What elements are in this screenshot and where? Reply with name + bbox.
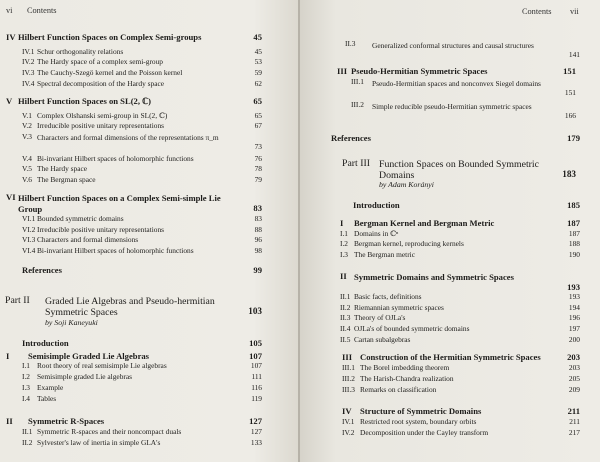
page-number: 141	[568, 50, 580, 59]
page-number: 187	[567, 218, 580, 228]
section-number: IV.2	[22, 57, 35, 66]
section-title: Theory of OJLa's	[354, 313, 406, 322]
section-title: Generalized conformal structures and causal structures	[372, 41, 534, 50]
section-number: II.2	[22, 438, 33, 447]
section-number: II.5	[340, 335, 351, 344]
page-number: 116	[251, 383, 262, 392]
page-number: 183	[562, 169, 576, 179]
part-number: Part II	[5, 295, 30, 306]
chapter-title: Construction of the Hermitian Symmetric Spaces	[360, 352, 541, 362]
section-number: III.2	[342, 374, 355, 383]
introduction-title: Introduction	[22, 338, 69, 348]
chapter-number: III	[337, 66, 348, 76]
page-number: 53	[254, 57, 262, 66]
section-number: IV.2	[342, 428, 355, 437]
section-title: The Borel imbedding theorem	[360, 363, 450, 372]
chapter-title: Hilbert Function Spaces on SL(2, ℂ)	[18, 96, 152, 106]
section-title: Remarks on classification	[360, 385, 437, 394]
section-title: Spectral decomposition of the Hardy space	[37, 79, 165, 88]
page-number: 209	[568, 385, 580, 394]
page-number: 62	[254, 79, 262, 88]
section-title: Characters and formal dimensions	[37, 235, 139, 244]
section-number: II.3	[340, 313, 351, 322]
page-number: 127	[250, 427, 262, 436]
references-title: References	[22, 265, 62, 275]
section-title: Restricted root system, boundary orbits	[360, 417, 477, 426]
page-number: 196	[568, 313, 580, 322]
section-number: I.3	[340, 250, 349, 259]
page-number: 99	[253, 265, 262, 275]
section-number: II.4	[340, 324, 351, 333]
page-number: 59	[254, 68, 262, 77]
chapter-title: Symmetric R-Spaces	[28, 416, 105, 426]
section-title: The Bergman space	[37, 175, 96, 184]
section-number: V.5	[22, 164, 32, 173]
section-title: Bergman kernel, reproducing kernels	[354, 239, 464, 248]
section-title: Bi-invariant Hilbert spaces of holomorphic functions	[37, 154, 194, 163]
page-number: 88	[254, 225, 262, 234]
page-number: 65	[254, 111, 262, 120]
section-number: III.1	[342, 363, 355, 372]
section-title: The Hardy space	[37, 164, 88, 173]
section-title: The Harish-Chandra realization	[360, 374, 454, 383]
page-number: 166	[564, 111, 576, 120]
section-title: Decomposition under the Cayley transform	[360, 428, 489, 437]
section-title: Cartan subalgebras	[354, 335, 411, 344]
section-title: Domains in ℂⁿ	[354, 229, 399, 238]
section-title: Tables	[37, 394, 57, 403]
page-number: 205	[568, 374, 580, 383]
page-number: 151	[563, 66, 576, 76]
running-head-title: Contents	[522, 7, 552, 16]
page-number: 203	[567, 352, 580, 362]
section-number: V.6	[22, 175, 32, 184]
section-number: I.2	[22, 372, 31, 381]
section-title: Irreducible positive unitary representations	[37, 225, 165, 234]
section-number: IV.4	[22, 79, 35, 88]
section-number: II.3	[345, 39, 356, 48]
right-page	[300, 0, 600, 462]
introduction-title: Introduction	[353, 200, 400, 210]
page-number: 96	[254, 235, 262, 244]
chapter-number: I	[6, 351, 10, 361]
page-number: 188	[568, 239, 580, 248]
page-number: 103	[248, 306, 262, 316]
page-number: 67	[254, 121, 262, 130]
section-number: I.1	[340, 229, 349, 238]
section-number: III.1	[351, 77, 364, 86]
section-number: IV.1	[342, 417, 355, 426]
page-number: 83	[253, 203, 262, 213]
page-number: 193	[567, 282, 580, 292]
section-number: VI.1	[22, 214, 36, 223]
page-number: 190	[568, 250, 580, 259]
section-title: The Cauchy-Szegö kernel and the Poisson kernel	[37, 68, 183, 77]
chapter-number: IV	[342, 406, 352, 416]
page-number: 203	[568, 363, 580, 372]
page-number: 211	[569, 417, 580, 426]
page-number: 187	[568, 229, 580, 238]
section-title: The Hardy space of a complex semi-group	[37, 57, 164, 66]
page-number: 83	[254, 214, 262, 223]
section-number: V.4	[22, 154, 32, 163]
page-number: 127	[249, 416, 262, 426]
page-number: 197	[568, 324, 580, 333]
page-number: 185	[567, 200, 580, 210]
page-number: 217	[568, 428, 580, 437]
section-title: Root theory of real semisimple Lie algebras	[37, 361, 167, 370]
section-number: V.3	[22, 132, 32, 141]
section-number: VI.2	[22, 225, 36, 234]
section-number: VI.4	[22, 246, 36, 255]
section-number: I.1	[22, 361, 31, 370]
section-title: Bounded symmetric domains	[37, 214, 124, 223]
page-number: 65	[253, 96, 262, 106]
part-title: Function Spaces on Bounded Symmetric Domains	[379, 159, 539, 181]
section-title: Pseudo-Hermitian spaces and nonconvex Siegel domains	[372, 79, 541, 88]
section-number: V.2	[22, 121, 32, 130]
page-number: 194	[568, 303, 580, 312]
chapter-number: IV	[6, 32, 16, 42]
section-number: II.1	[340, 292, 351, 301]
chapter-title: Semisimple Graded Lie Algebras	[28, 351, 150, 361]
section-number: I.2	[340, 239, 349, 248]
section-title: Schur orthogonality relations	[37, 47, 124, 56]
page-number: 179	[567, 133, 580, 143]
section-number: III.2	[351, 100, 364, 109]
section-title: Symmetric R-spaces and their noncompact duals	[37, 427, 182, 436]
page-number: 119	[251, 394, 262, 403]
chapter-title: Bergman Kernel and Bergman Metric	[354, 218, 495, 228]
section-title: Semisimple graded Lie algebras	[37, 372, 133, 381]
chapter-number: II	[6, 416, 13, 426]
page-number: 111	[251, 372, 262, 381]
section-title: Simple reducible pseudo-Hermitian symmetric spaces	[372, 102, 532, 111]
page-number: 151	[564, 88, 576, 97]
chapter-title: Symmetric Domains and Symmetric Spaces	[354, 272, 514, 282]
page-number: 45	[254, 47, 262, 56]
page-number: 133	[250, 438, 262, 447]
running-head-page-number: vii	[570, 7, 579, 16]
page-number: 211	[567, 406, 580, 416]
section-number: III.3	[342, 385, 355, 394]
running-head-title: Contents	[27, 6, 57, 15]
page-number: 200	[568, 335, 580, 344]
section-title: Irreducible positive unitary representations	[37, 121, 165, 130]
chapter-title: Structure of Symmetric Domains	[360, 406, 482, 416]
section-number: I.3	[22, 383, 31, 392]
page-number: 105	[249, 338, 262, 348]
chapter-title: Hilbert Function Spaces on a Complex Semi-simple Lie Group	[18, 193, 221, 214]
section-number: IV.3	[22, 68, 35, 77]
running-head-page-number: vi	[6, 6, 13, 15]
section-title: Bi-invariant Hilbert spaces of holomorphic functions	[37, 246, 194, 255]
chapter-title: Pseudo-Hermitian Symmetric Spaces	[351, 66, 488, 76]
page-number: 79	[254, 175, 262, 184]
section-title: The Bergman metric	[354, 250, 416, 259]
page-number: 45	[253, 32, 262, 42]
section-number: I.4	[22, 394, 31, 403]
chapter-title: Hilbert Function Spaces on Complex Semi-groups	[18, 32, 202, 42]
chapter-number: I	[340, 218, 344, 228]
page-number: 73	[254, 142, 262, 151]
page-number: 193	[568, 292, 580, 301]
chapter-number: II	[340, 271, 347, 281]
part-author: by Adam Korányi	[379, 180, 434, 189]
section-title: Complex Olshanski semi-group in SL(2, ℂ)	[37, 111, 168, 120]
section-title: Basic facts, definitions	[354, 292, 422, 301]
part-title: Graded Lie Algebras and Pseudo-hermitian Symmetric Spaces	[45, 296, 215, 318]
left-page	[0, 0, 298, 462]
page-number: 76	[254, 154, 262, 163]
section-number: VI.3	[22, 235, 36, 244]
part-number: Part III	[342, 158, 371, 169]
section-title: OJLa's of bounded symmetric domains	[354, 324, 470, 333]
section-title: Sylvester's law of inertia in simple GLA's	[37, 438, 161, 447]
section-number: V.1	[22, 111, 32, 120]
page-number: 107	[249, 351, 262, 361]
section-number: IV.1	[22, 47, 35, 56]
section-number: II.1	[22, 427, 33, 436]
chapter-number: III	[342, 352, 353, 362]
section-title: Example	[37, 383, 64, 392]
part-author: by Soji Kaneyuki	[45, 318, 98, 327]
references-title: References	[331, 133, 371, 143]
page-number: 98	[254, 246, 262, 255]
page-number: 78	[254, 164, 262, 173]
chapter-number: V	[6, 96, 13, 106]
chapter-number: VI	[6, 192, 16, 202]
section-title: Characters and formal dimensions of the representations π_m	[37, 133, 219, 142]
page-number: 107	[250, 361, 262, 370]
section-title: Riemannian symmetric spaces	[354, 303, 444, 312]
section-number: II.2	[340, 303, 351, 312]
